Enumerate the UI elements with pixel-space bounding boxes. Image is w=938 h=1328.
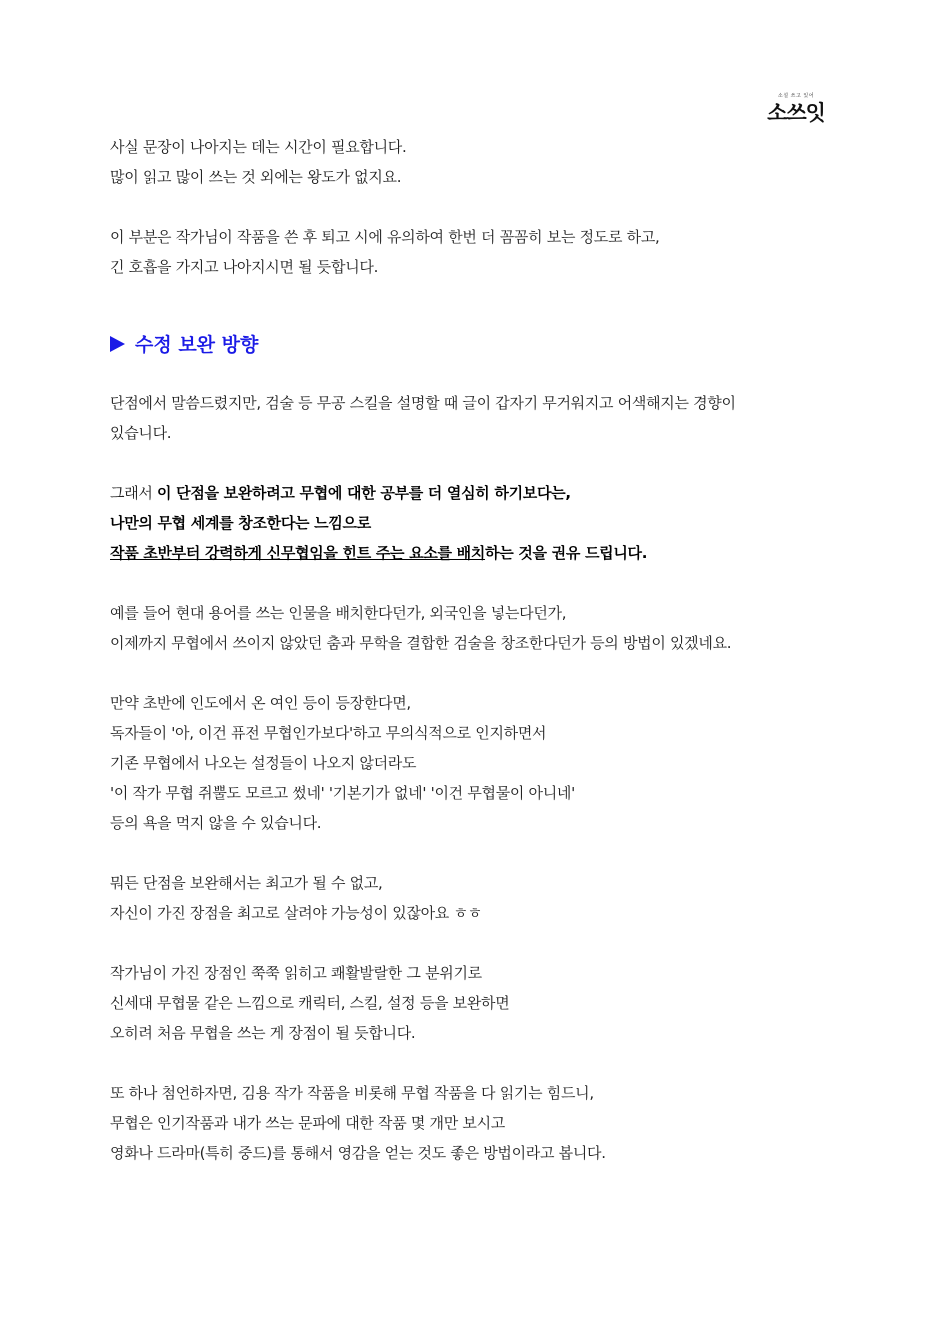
logo-tagline: 소설 쓰고 있어 [777, 93, 815, 99]
paragraph-line: 또 하나 첨언하자면, 김용 작가 작품을 비롯해 무협 작품을 다 읽기는 힘드니, [110, 1084, 594, 1102]
bold-text: 이 단점을 보완하려고 무협에 대한 공부를 더 열심히 하기보다는, [157, 484, 571, 502]
paragraph-line: 오히려 처음 무협을 쓰는 게 장점이 될 듯합니다. [110, 1024, 416, 1042]
text-prefix: 그래서 [110, 484, 158, 502]
logo [766, 92, 826, 126]
paragraph-line [110, 478, 810, 508]
document-body [110, 132, 810, 1168]
bold-text: 하는 것을 권유 드립니다. [485, 544, 648, 562]
paragraph-line: 작가님이 가진 장점인 쭉쭉 읽히고 쾌활발랄한 그 분위기로 [110, 964, 482, 982]
paragraph-line: 있습니다. [110, 424, 172, 442]
paragraph-line: 뭐든 단점을 보완해서는 최고가 될 수 없고, [110, 874, 383, 892]
paragraph-line: 기존 무협에서 나오는 설정들이 나오지 않더라도 [110, 754, 417, 772]
paragraph-line: 이제까지 무협에서 쓰이지 않았던 춤과 무학을 결합한 검술을 창조한다던가 등의 방법이 있겠네요. [110, 634, 732, 652]
paragraph-line: 영화나 드라마(특히 중드)를 통해서 영감을 얻는 것도 좋은 방법이라고 봅니다. [110, 1144, 606, 1162]
paragraph-line [110, 538, 810, 568]
underlined-text: 작품 초반부터 강력하게 신무협임을 힌트 주는 요소를 배치 [110, 544, 486, 562]
bold-line: 나만의 무협 세계를 창조한다는 느낌으로 [110, 514, 371, 532]
paragraph-line: 이 부분은 작가님이 작품을 쓴 후 퇴고 시에 유의하여 한번 더 꼼꼼히 보는 정도로 하고, [110, 228, 660, 246]
paragraph-line: 등의 욕을 먹지 않을 수 있습니다. [110, 814, 322, 832]
paragraph-line: 무협은 인기작품과 내가 쓰는 문파에 대한 작품 몇 개만 보시고 [110, 1114, 505, 1132]
paragraph-line: 독자들이 '아, 이건 퓨전 무협인가보다'하고 무의식적으로 인지하면서 [110, 724, 547, 742]
section-title: 수정 보완 방향 [135, 334, 259, 356]
section-heading [110, 330, 810, 360]
paragraph-line: 신세대 무협물 같은 느낌으로 캐릭터, 스킬, 설정 등을 보완하면 [110, 994, 510, 1012]
paragraph-line: 자신이 가진 장점을 최고로 살려야 가능성이 있잖아요 ㅎㅎ [110, 904, 482, 922]
paragraph-line: 단점에서 말씀드렸지만, 검술 등 무공 스킬을 설명할 때 글이 갑자기 무거워지고 어색해지는 경향이 [110, 394, 736, 412]
logo-wordmark: 소쓰잇 [767, 101, 825, 125]
triangle-bullet-icon [110, 336, 125, 352]
paragraph-line: 사실 문장이 나아지는 데는 시간이 필요합니다. [110, 138, 407, 156]
paragraph-line: '이 작가 무협 쥐뿔도 모르고 썼네' '기본기가 없네' '이건 무협물이 아니네' [110, 784, 575, 802]
paragraph-line: 긴 호흡을 가지고 나아지시면 될 듯합니다. [110, 258, 379, 276]
paragraph-line: 많이 읽고 많이 쓰는 것 외에는 왕도가 없지요. [110, 168, 402, 186]
paragraph-line: 만약 초반에 인도에서 온 여인 등이 등장한다면, [110, 694, 411, 712]
paragraph-line: 예를 들어 현대 용어를 쓰는 인물을 배치한다던가, 외국인을 넣는다던가, [110, 604, 567, 622]
